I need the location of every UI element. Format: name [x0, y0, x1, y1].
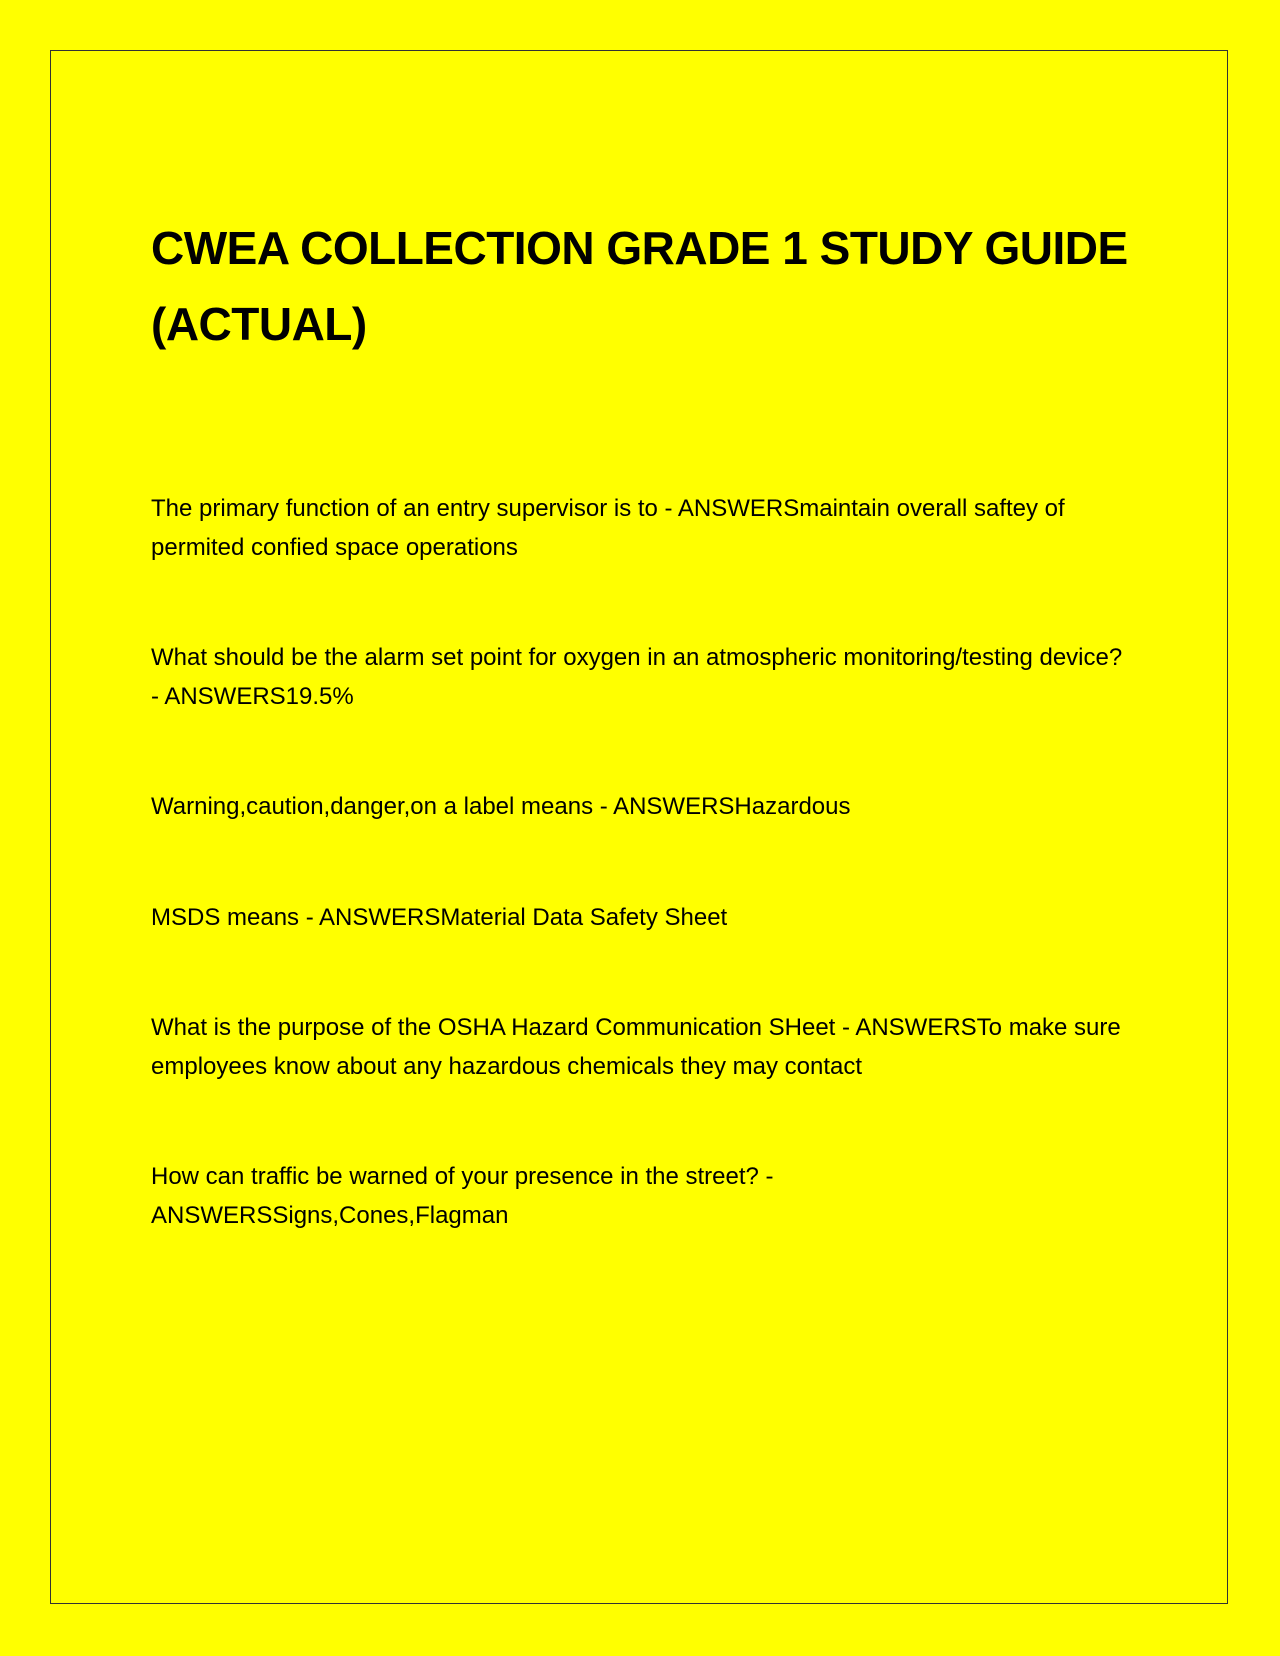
qa-item: MSDS means - ANSWERSMaterial Data Safety Sheet [151, 903, 728, 931]
qa-item: What should be the alarm set point for oxygen in an atmospheric monitoring/testing device? - ANSWERS19.5% [151, 644, 1123, 710]
document-title: CWEA COLLECTION GRADE 1 STUDY GUIDE (ACTUAL) [151, 222, 1128, 350]
qa-item: The primary function of an entry supervisor is to - ANSWERSmaintain overall saftey of permited confied space operations [151, 495, 1065, 561]
qa-item: How can traffic be warned of your presence in the street? - ANSWERSSigns,Cones,Flagman [151, 1163, 774, 1229]
qa-item: What is the purpose of the OSHA Hazard Communication SHeet - ANSWERSTo make sure employees know about any hazardous chemicals they may contact [151, 1014, 1121, 1080]
document-content [151, 210, 1131, 1307]
qa-list [151, 490, 1131, 1235]
qa-item: Warning,caution,danger,on a label means - ANSWERSHazardous [151, 793, 851, 820]
